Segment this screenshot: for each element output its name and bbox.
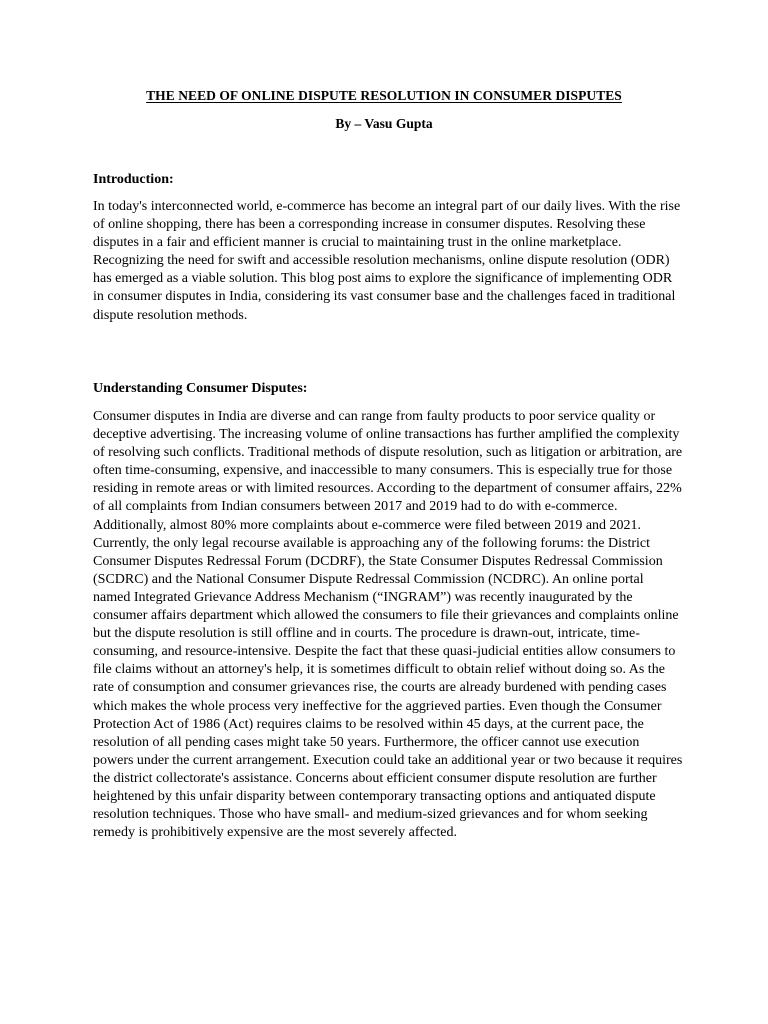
- author-byline: By – Vasu Gupta: [335, 116, 433, 131]
- section-heading-understanding-consumer-disputes: Understanding Consumer Disputes:: [93, 381, 308, 396]
- section-heading-introduction: Introduction:: [93, 172, 174, 187]
- section-paragraph-understanding-consumer-disputes: Consumer disputes in India are diverse and can range from faulty products to poor service quality or deceptive advertising. The increasing volume of online transactions has further amplified the complexity of resolving such conflicts. Traditional methods of dispute resolution, such as litigation or arbitration, are often time-consuming, expensive, and inaccessible to many consumers. This is especially true for those residing in remote areas or with limited resources. According to the department of consumer affairs, 22% of all complaints from Indian consumers between 2017 and 2019 had to do with e-commerce. Additionally, almost 80% more complaints about e-commerce were filed between 2019 and 2021. Currently, the only legal recourse available is approaching any of the following forums: the District Consumer Disputes Redressal Forum (DCDRF), the State Consumer Disputes Redressal Commission (SCDRC) and the National Consumer Dispute Redressal Commission (NCDRC). An online portal named Integrated Grievance Address Mechanism (“INGRAM”) was recently inaugurated by the consumer affairs department which allowed the consumers to file their grievances and complaints online but the dispute resolution is still offline and in courts. The procedure is drawn-out, intricate, time-consuming, and resource-intensive. Despite the fact that these quasi-judicial entities allow consumers to file claims without an attorney's help, it is sometimes difficult to obtain relief without doing so. As the rate of consumption and consumer grievances rise, the courts are already burdened with pending cases which makes the whole process very ineffective for the aggrieved parties. Even though the Consumer Protection Act of 1986 (Act) requires claims to be resolved within 45 days, at the current pace, the resolution of all pending cases might take 50 years. Furthermore, the officer cannot use execution powers under the current arrangement. Execution could take an additional year or two because it requires the district collectorate's assistance. Concerns about efficient consumer dispute resolution are further heightened by this unfair disparity between contemporary transacting options and antiquated dispute resolution techniques. Those who have small- and medium-sized grievances and for whom seeking remedy is prohibitively expensive are the most severely affected.: [93, 409, 683, 841]
- section-paragraph-introduction: In today's interconnected world, e-commerce has become an integral part of our daily lives. With the rise of online shopping, there has been a corresponding increase in consumer disputes. Resolving these disputes in a fair and efficient manner is crucial to maintaining trust in the online marketplace. Recognizing the need for swift and accessible resolution mechanisms, online dispute resolution (ODR) has emerged as a viable solution. This blog post aims to explore the significance of implementing ODR in consumer disputes in India, considering its vast consumer base and the challenges faced in traditional dispute resolution methods.: [93, 199, 681, 323]
- document-title: THE NEED OF ONLINE DISPUTE RESOLUTION IN CONSUMER DISPUTES: [146, 88, 622, 103]
